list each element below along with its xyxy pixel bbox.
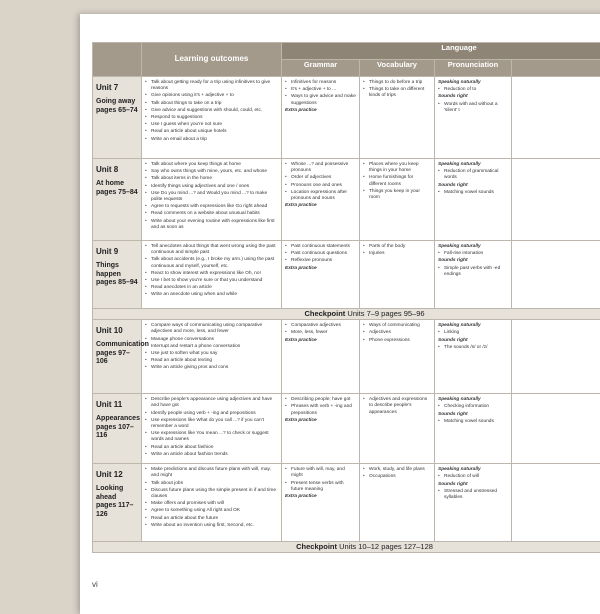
bullet-list [363, 244, 431, 257]
list-item: • Use expressions like You mean ...? to check or suggest words and names [145, 431, 278, 443]
list-item: • Things to take on different kinds of trips [363, 87, 431, 99]
bullet-list [363, 80, 431, 100]
list-item: • Phone expressions [363, 338, 431, 344]
vocabulary-cell [360, 320, 435, 394]
list-item: • Write an email about a trip [145, 137, 278, 143]
list-item: • Use I guess when you're not sure [145, 122, 278, 128]
section-label: Sounds right [438, 94, 508, 100]
unit-row [93, 159, 600, 241]
bullet-list [438, 404, 508, 410]
bullet-list [145, 162, 278, 231]
vocabulary-cell [360, 241, 435, 309]
list-item: • Adjectives [363, 330, 431, 336]
bullet-list [438, 330, 508, 336]
unit-cell [93, 464, 142, 542]
unit-row [93, 241, 600, 309]
header-learning-outcomes: Learning outcomes [142, 43, 282, 77]
section-label: Extra practice [285, 108, 356, 114]
unit-row [93, 77, 600, 159]
blank-cell [512, 394, 600, 464]
section-label: Speaking naturally [438, 397, 508, 403]
section-label: Sounds right [438, 183, 508, 189]
learning-outcomes-cell [142, 241, 282, 309]
list-item: • Talk about getting ready for a trip using infinitives to give reasons [145, 80, 278, 92]
header-blank-right [512, 60, 600, 77]
list-item: • Interrupt and restart a phone conversation [145, 344, 278, 350]
unit-subtitle: Things happen pages 85–94 [96, 262, 138, 288]
bullet-list [145, 80, 278, 143]
list-item: • Parts of the body [363, 244, 431, 250]
unit-cell [93, 159, 142, 241]
section-label: Sounds right [438, 482, 508, 488]
learning-outcomes-cell [142, 159, 282, 241]
list-item: • Reflexive pronouns [285, 258, 356, 264]
blank-cell [512, 241, 600, 309]
bullet-list [285, 323, 356, 336]
units-group-1 [93, 77, 600, 309]
learning-outcomes-cell [142, 320, 282, 394]
list-item: • Matching vowel sounds [438, 190, 508, 196]
grammar-cell [282, 464, 360, 542]
section-label: Speaking naturally [438, 244, 508, 250]
list-item: • Stressed and unstressed syllables [438, 489, 508, 501]
list-item: • Reduction of to [438, 87, 508, 93]
checkpoint-label: Checkpoint [296, 542, 337, 551]
learning-outcomes-cell [142, 464, 282, 542]
list-item: • Simple past verbs with -ed endings [438, 266, 508, 278]
header-pronunciation: Pronunciation [435, 60, 512, 77]
unit-cell [93, 77, 142, 159]
list-item: • Talk about jobs [145, 481, 278, 487]
section-label: Extra practice [285, 338, 356, 344]
bullet-list [438, 419, 508, 425]
bullet-list [285, 80, 356, 107]
list-item: • Things to do before a trip [363, 80, 431, 86]
list-item: • Compare ways of communicating using comparative adjectives and more, less, and fewer [145, 323, 278, 335]
section-label: Sounds right [438, 258, 508, 264]
list-item: • Infinitives for reasons [285, 80, 356, 86]
list-item: • Read an article about unique hotels [145, 129, 278, 135]
unit-title: Unit 8 [96, 165, 138, 174]
unit-row [93, 464, 600, 542]
list-item: • Say who owns things with mine, yours, etc. and whose [145, 169, 278, 175]
bullet-list [438, 190, 508, 196]
checkpoint-pages: Units 7–9 pages 95–96 [347, 309, 424, 318]
section-label: Speaking naturally [438, 467, 508, 473]
list-item: • Checking information [438, 404, 508, 410]
list-item: • Use just to soften what you say [145, 351, 278, 357]
list-item: • Reduction of grammatical words [438, 169, 508, 181]
list-item: • Matching vowel sounds [438, 419, 508, 425]
list-item: • Home furnishings for different rooms [363, 175, 431, 187]
list-item: • Adjectives and expressions to describe people's appearances [363, 397, 431, 416]
header-grammar: Grammar [282, 60, 360, 77]
list-item: • Linking [438, 330, 508, 336]
list-item: • It's + adjective + to ... [285, 87, 356, 93]
section-label: Speaking naturally [438, 80, 508, 86]
header-vocabulary: Vocabulary [360, 60, 435, 77]
checkpoint-cell-2 [93, 542, 600, 553]
section-label: Speaking naturally [438, 323, 508, 329]
bullet-list [145, 397, 278, 458]
list-item: • Past continuous questions [285, 251, 356, 257]
units-group-2 [93, 320, 600, 542]
blank-cell [512, 159, 600, 241]
grammar-cell [282, 320, 360, 394]
pronunciation-cell [435, 464, 512, 542]
list-item: • Make offers and promises with will [145, 501, 278, 507]
section-label: Sounds right [438, 412, 508, 418]
checkpoint-row-1 [93, 309, 600, 320]
list-item: • Agree to something using All right and OK [145, 508, 278, 514]
list-item: • Give opinions using it's + adjective + to [145, 93, 278, 99]
list-item: • Order of adjectives [285, 175, 356, 181]
header-language [282, 43, 600, 60]
list-item: • Write about your evening routine with expressions like first and as soon as [145, 219, 278, 231]
unit-row [93, 394, 600, 464]
list-item: • Agree to requests with expressions like Go right ahead [145, 204, 278, 210]
bullet-list [363, 162, 431, 201]
grammar-cell [282, 394, 360, 464]
list-item: • Read anecdotes in an article [145, 285, 278, 291]
list-item: • Read an article about the future [145, 516, 278, 522]
header-blank [93, 43, 142, 77]
header-language-label: Language [441, 43, 476, 52]
grammar-cell [282, 241, 360, 309]
pronunciation-cell [435, 241, 512, 309]
list-item: • Discuss future plans using the simple present in if and time clauses [145, 488, 278, 500]
bullet-list [438, 266, 508, 278]
pronunciation-cell [435, 159, 512, 241]
list-item: • Work, study, and life plans [363, 467, 431, 473]
bullet-list [438, 251, 508, 257]
unit-title: Unit 7 [96, 83, 138, 92]
list-item: • Tell anecdotes about things that went wrong using the past continuous and simple past [145, 244, 278, 256]
unit-subtitle: Communication pages 97–106 [96, 341, 138, 367]
list-item: • Talk about items in the home [145, 176, 278, 182]
unit-subtitle: Looking ahead pages 117–126 [96, 485, 138, 519]
list-item: • Read comments on a website about unusual habits [145, 211, 278, 217]
section-label: Extra practice [285, 418, 356, 424]
list-item: • Whose ...? and possessive pronouns [285, 162, 356, 174]
list-item: • Talk about where you keep things at home [145, 162, 278, 168]
list-item: • Ways of communicating [363, 323, 431, 329]
list-item: • Describing people; have got [285, 397, 356, 403]
blank-cell [512, 77, 600, 159]
list-item: • The sounds /s/ or /z/ [438, 345, 508, 351]
list-item: • Talk about things to take on a trip [145, 101, 278, 107]
list-item: • Give advice and suggestions with should, could, etc. [145, 108, 278, 114]
list-item: • Past continuous statements [285, 244, 356, 250]
vocabulary-cell [360, 464, 435, 542]
vocabulary-cell [360, 394, 435, 464]
unit-subtitle: Going away pages 65–74 [96, 98, 138, 115]
section-label: Extra practice [285, 266, 356, 272]
blank-cell [512, 320, 600, 394]
book-page [80, 14, 600, 614]
bullet-list [438, 345, 508, 351]
learning-outcomes-cell [142, 394, 282, 464]
list-item: • Write an anecdote using when and while [145, 292, 278, 298]
list-item: • Talk about accidents (e.g., I broke my arm.) using the past continuous and myself, yourself, etc. [145, 257, 278, 269]
pronunciation-cell [435, 77, 512, 159]
page-number: vi [92, 580, 98, 589]
bullet-list [438, 87, 508, 93]
checkpoint-cell-1 [93, 309, 600, 320]
grammar-cell [282, 77, 360, 159]
list-item: • Use Do you mind ...? and Would you mind ...? to make polite requests [145, 191, 278, 203]
unit-subtitle: At home pages 75–84 [96, 180, 138, 197]
unit-title: Unit 12 [96, 470, 138, 479]
unit-cell [93, 320, 142, 394]
bullet-list [145, 323, 278, 371]
vocabulary-cell [360, 159, 435, 241]
vocabulary-cell [360, 77, 435, 159]
list-item: • Comparative adjectives [285, 323, 356, 329]
unit-subtitle: Appearances pages 107–116 [96, 415, 138, 441]
bullet-list [438, 102, 508, 114]
bullet-list [145, 467, 278, 529]
list-item: • Identify things using adjectives and one / ones [145, 184, 278, 190]
list-item: • Manage phone conversations [145, 337, 278, 343]
list-item: • Words with and without a 'silent' t [438, 102, 508, 114]
list-item: • Write about an invention using first, Second, etc. [145, 523, 278, 529]
list-item: • Read an article about texting [145, 358, 278, 364]
bullet-list [145, 244, 278, 299]
list-item: • Occupations [363, 474, 431, 480]
section-label: Extra practice [285, 494, 356, 500]
list-item: • Read an article about fashion [145, 445, 278, 451]
list-item: • Respond to suggestions [145, 115, 278, 121]
unit-cell [93, 394, 142, 464]
section-label: Speaking naturally [438, 162, 508, 168]
list-item: • Fall-rise intonation [438, 251, 508, 257]
checkpoint-row-2 [93, 542, 600, 553]
list-item: • Make predictions and discuss future plans with will, may, and might [145, 467, 278, 479]
unit-title: Unit 9 [96, 247, 138, 256]
list-item: • Places where you keep things in your home [363, 162, 431, 174]
pronunciation-cell [435, 394, 512, 464]
section-label: Extra practice [285, 203, 356, 209]
list-item: • Things you keep in your room [363, 189, 431, 201]
list-item: • Use expressions like What do you call ...? if you can't remember a word [145, 418, 278, 430]
blank-cell [512, 464, 600, 542]
unit-title: Unit 11 [96, 400, 138, 409]
bullet-list [285, 244, 356, 265]
list-item: • Ways to give advice and make suggestions [285, 94, 356, 106]
list-item: • Write an article giving pros and cons [145, 365, 278, 371]
list-item: • Injuries [363, 251, 431, 257]
pronunciation-cell [435, 320, 512, 394]
list-item: • Present tense verbs with future meaning [285, 481, 356, 493]
list-item: • Describe people's appearance using adjectives and have and have got [145, 397, 278, 409]
unit-row [93, 320, 600, 394]
list-item: • Write an article about fashion trends [145, 452, 278, 458]
bullet-list [438, 489, 508, 501]
bullet-list [285, 467, 356, 493]
list-item: • Reduction of will [438, 474, 508, 480]
list-item: • Location expressions after pronouns and nouns [285, 190, 356, 202]
grammar-cell [282, 159, 360, 241]
checkpoint-label: Checkpoint [304, 309, 345, 318]
list-item: • Pronouns one and ones [285, 183, 356, 189]
bullet-list [285, 397, 356, 417]
list-item: • More, less, fewer [285, 330, 356, 336]
list-item: • React to show interest with expressions like Oh, no! [145, 271, 278, 277]
learning-outcomes-cell [142, 77, 282, 159]
unit-cell [93, 241, 142, 309]
bullet-list [438, 474, 508, 480]
list-item: • Identify people using verb + -ing and prepositions [145, 411, 278, 417]
checkpoint-pages: Units 10–12 pages 127–128 [339, 542, 433, 551]
section-label: Sounds right [438, 338, 508, 344]
contents-table [92, 42, 600, 553]
bullet-list [438, 169, 508, 181]
list-item: • Use I bet to show you're sure or that you understand [145, 278, 278, 284]
unit-title: Unit 10 [96, 326, 138, 335]
list-item: • Future with will, may, and might [285, 467, 356, 479]
bullet-list [363, 323, 431, 344]
list-item: • Phrases with verb + -ing and prepositions [285, 404, 356, 416]
bullet-list [363, 397, 431, 416]
bullet-list [363, 467, 431, 480]
bullet-list [285, 162, 356, 202]
